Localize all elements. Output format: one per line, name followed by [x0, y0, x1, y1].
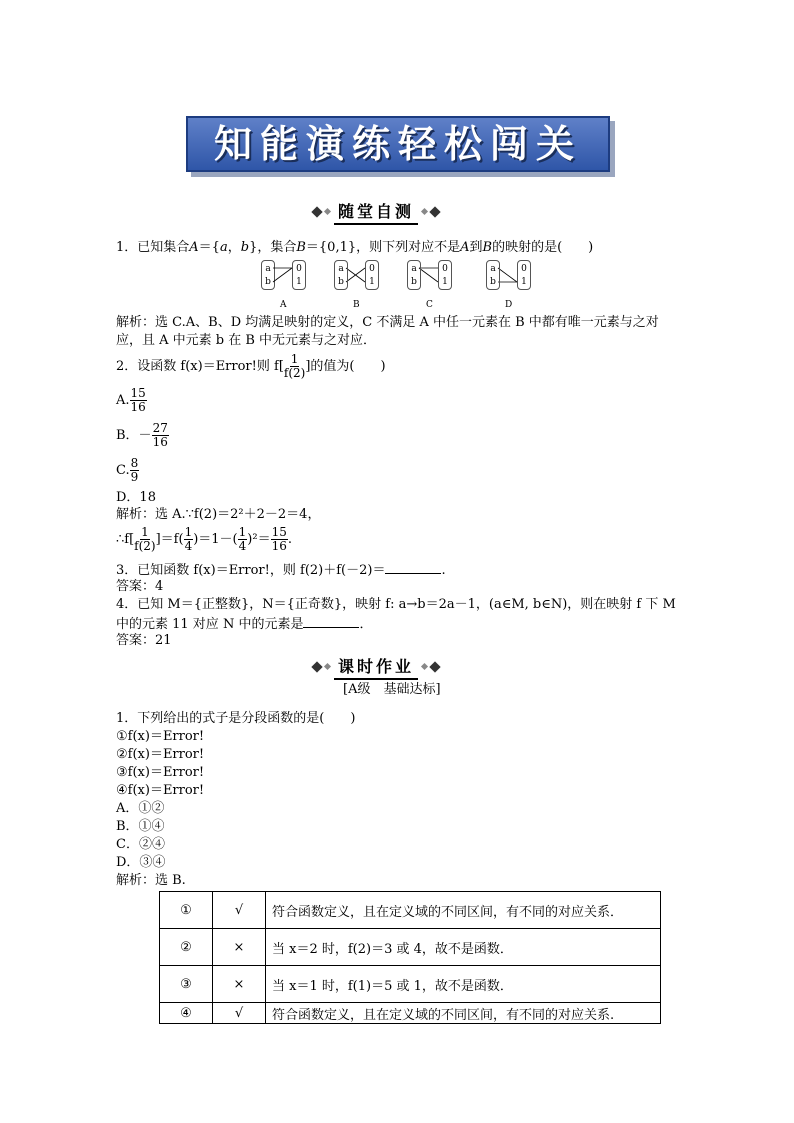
- text: 的映射的是( ): [492, 240, 594, 255]
- option: C．②④: [116, 837, 165, 852]
- option: D．③④: [116, 855, 166, 870]
- diamond-icon: [324, 663, 331, 670]
- set-box: a b: [261, 260, 275, 290]
- table-cell: ③: [160, 966, 213, 1003]
- text: }，集合: [249, 240, 297, 255]
- set-box: 0 1: [438, 260, 452, 290]
- option-2a: A. $\frac{15}{16}$: [116, 386, 146, 414]
- text: ，: [227, 240, 241, 255]
- answer-3: 答案：4: [116, 579, 164, 594]
- diamond-icon: [421, 208, 428, 215]
- text: ＝{0,1}，则下列对应不是: [305, 240, 461, 255]
- text: a: [219, 240, 228, 255]
- arrow-lines: [258, 260, 548, 292]
- set-box: 0 1: [517, 260, 531, 290]
- table-cell: √: [213, 1003, 266, 1024]
- set-box: a b: [407, 260, 421, 290]
- table-cell: 符合函数定义，且在定义域的不同区间，有不同的对应关系．: [266, 892, 661, 929]
- option: B．①④: [116, 819, 165, 834]
- option-2b: B．－ $\frac{27}{16}$: [116, 421, 168, 449]
- text: B: [482, 240, 493, 255]
- list-item: ④f(x)＝Error!: [116, 783, 205, 798]
- question-3: 3．已知函数 f(x)＝Error!，则 f(2)＋f(－2)＝ .: [116, 563, 446, 578]
- set-box: 0 1: [365, 260, 379, 290]
- diamond-icon: [311, 206, 322, 217]
- table-row: [160, 966, 661, 1003]
- analysis-table: [159, 891, 661, 1024]
- diagram-label: B: [353, 300, 360, 310]
- question-2: [116, 350, 386, 384]
- table-cell: ②: [160, 929, 213, 966]
- mapping-diagrams: [258, 260, 548, 314]
- answer-2-line-2: ∴f[ $\frac{1}{f(2)}$ ]＝f( $\frac{1}{4}$ )＝1－( $\frac{1}{4}$ )²＝ $\frac{15}{16}$ .: [116, 525, 292, 553]
- table-cell: ④: [160, 1003, 213, 1024]
- diamond-icon: [429, 206, 440, 217]
- set-box: a b: [334, 260, 348, 290]
- text: ＝{: [198, 240, 220, 255]
- set-box: 0 1: [292, 260, 306, 290]
- list-item: ③f(x)＝Error!: [116, 765, 205, 780]
- text: 1．已知集合: [116, 240, 190, 255]
- table-cell: ×: [213, 966, 266, 1003]
- text: A: [189, 240, 199, 255]
- table-cell: 符合函数定义，且在定义域的不同区间，有不同的对应关系.: [266, 1003, 661, 1024]
- list-item: ②f(x)＝Error!: [116, 747, 205, 762]
- question-4-line-2: 中的元素 11 对应 N 中的元素是 ．: [116, 617, 373, 632]
- table-cell: ①: [160, 892, 213, 929]
- list-item: ①f(x)＝Error!: [116, 729, 205, 744]
- diamond-icon: [311, 661, 322, 672]
- diagram-label: C: [426, 300, 433, 310]
- table-cell: 当 x＝2 时，f(2)＝3 或 4，故不是函数．: [266, 929, 661, 966]
- text: b: [240, 240, 250, 255]
- table-cell: √: [213, 892, 266, 929]
- level-label: [A级 基础达标]: [343, 682, 441, 697]
- homework-question-1: 1．下列给出的式子是分段函数的是( ): [116, 711, 356, 726]
- diamond-icon: [421, 663, 428, 670]
- answer-2-line-1: 解析：选 A.∵f(2)＝2²＋2－2＝4，: [116, 507, 321, 522]
- question-4-line-1: 4．已知 M＝{正整数}，N＝{正奇数}，映射 f: a→b＝2a－1，(a∈M, b∈N)，则在映射 f 下 M: [116, 597, 676, 612]
- section-title: 课时作业: [334, 653, 418, 680]
- table-row: [160, 929, 661, 966]
- option: A．①②: [116, 801, 165, 816]
- section-header-quiz: [313, 198, 439, 225]
- question-1: [116, 240, 593, 256]
- fraction: $\frac{1}{f(2)}$: [283, 352, 306, 380]
- banner-title: 知能演练轻松闯关: [213, 122, 582, 166]
- diagram-label: A: [280, 300, 287, 310]
- answer-blank: [303, 615, 359, 628]
- table-row: [160, 892, 661, 929]
- answer-blank: [385, 561, 441, 574]
- table-cell: ×: [213, 929, 266, 966]
- section-title: 随堂自测: [334, 198, 418, 225]
- text: ]的值为( ): [305, 359, 386, 374]
- table-cell: 当 x＝1 时，f(1)＝5 或 1，故不是函数．: [266, 966, 661, 1003]
- diagram-label: D: [505, 300, 513, 310]
- option-2d: D．18: [116, 490, 156, 505]
- section-header-homework: [313, 653, 439, 680]
- text: 2．设函数 f(x)＝Error!则 f[: [116, 359, 284, 374]
- diamond-icon: [429, 661, 440, 672]
- text: B: [296, 240, 306, 255]
- answer-1-line-2: 应，且 A 中元素 b 在 B 中无元素与之对应．: [116, 333, 377, 348]
- homework-answer-1: 解析：选 B.: [116, 873, 186, 888]
- banner: [186, 116, 610, 172]
- text: 到: [469, 240, 483, 255]
- text: A: [460, 240, 470, 255]
- diamond-icon: [324, 208, 331, 215]
- answer-4: 答案：21: [116, 633, 172, 648]
- option-2c: C. $\frac{8}{9}$: [116, 456, 139, 484]
- set-box: a b: [486, 260, 500, 290]
- table-row: [160, 1003, 661, 1024]
- answer-1-line-1: 解析：选 C.A、B、D 均满足映射的定义，C 不满足 A 中任一元素在 B 中都有唯一元素与之对: [116, 315, 659, 330]
